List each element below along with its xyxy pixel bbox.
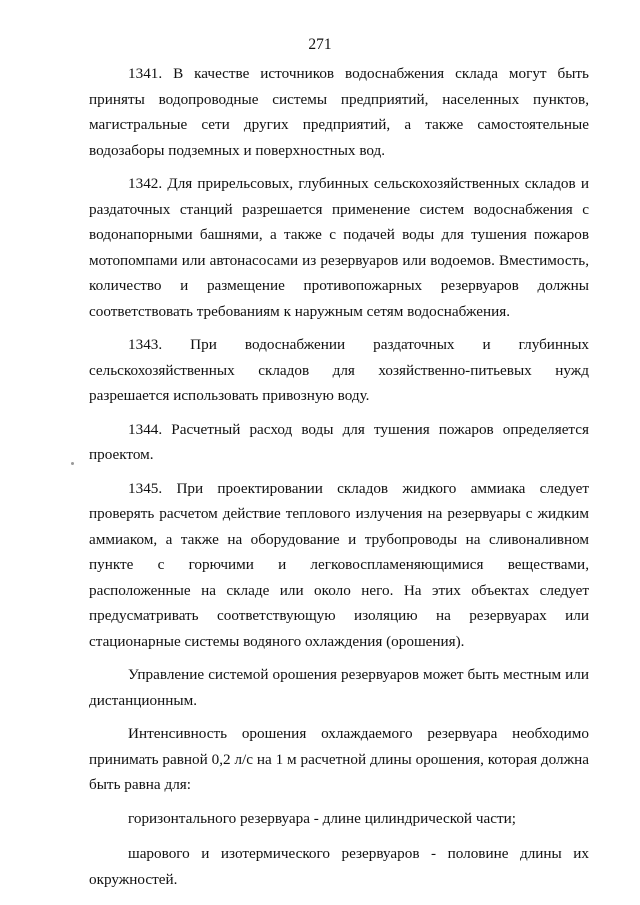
document-body [89, 61, 589, 900]
paragraph-horizontal-tank: горизонтального резервуара - длине цилиндрической части; [128, 809, 516, 827]
margin-mark [71, 462, 74, 465]
paragraph-irrigation-control: Управление системой орошения резервуаров может быть местным или дистанционным. [89, 666, 589, 709]
paragraph-irrigation-intensity: Интенсивность орошения охлаждаемого резервуара необходимо принимать равной 0,2 л/с на 1 м расчетной длины орошения, которая должна быть равна для: [89, 725, 589, 793]
paragraph-1345: 1345. При проектировании складов жидкого аммиака следует проверять расчетом действие теплового излучения на резервуары с жидким аммиаком, а также на оборудование и трубопроводы на сливоналивном пункте с горючими и легковоспламеняющимися веществами, расположенные на складе или около него. На этих объектах следует предусматривать соответствующую изоляцию на резервуарах или стационарные системы водяного охлаждения (орошения). [89, 479, 589, 650]
paragraph-1343: 1343. При водоснабжении раздаточных и глубинных сельскохозяйственных складов для хозяйственно-питьевых нужд разрешается использовать привозную воду. [89, 336, 589, 404]
paragraph-1344: 1344. Расчетный расход воды для тушения пожаров определяется проектом. [89, 420, 589, 463]
paragraph-1341: 1341. В качестве источников водоснабжения склада могут быть приняты водопроводные системы предприятий, населенных пунктов, магистральные сети других предприятий, а также самостоятельные водозаборы подземных и поверхностных вод. [89, 65, 589, 159]
page-number: 271 [308, 36, 332, 53]
paragraph-1342: 1342. Для прирельсовых, глубинных сельскохозяйственных складов и раздаточных станций разрешается применение систем водоснабжения с водонапорными башнями, а также с подачей воды для тушения пожаров мотопомпами или автонасосами из резервуаров или водоемов. Вместимость, количество и размещение противопожарных резервуаров должны соответствовать требованиям к наружным сетям водоснабжения. [89, 175, 589, 320]
paragraph-spherical-tank: шарового и изотермического резервуаров - половине длины их окружностей. [89, 845, 589, 888]
